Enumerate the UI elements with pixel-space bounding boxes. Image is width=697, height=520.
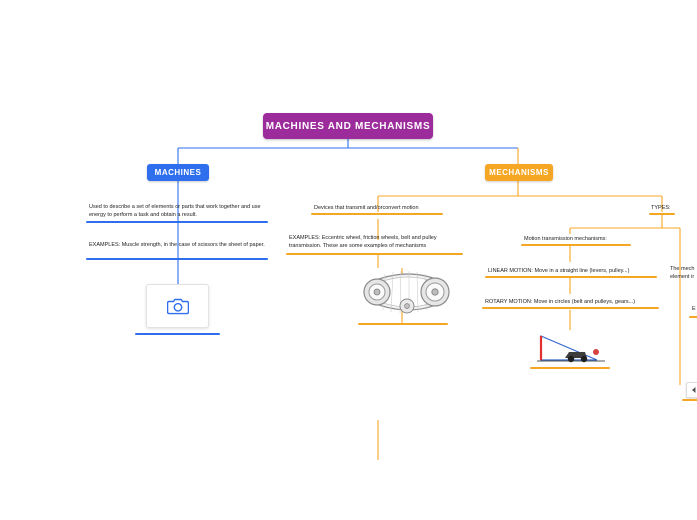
inclined-plane-illustration[interactable] [535, 330, 610, 365]
underline-inclined-plane-illustration [530, 367, 610, 369]
underline-mechanisms-types [649, 213, 675, 215]
leaf-linear-motion-text: LINEAR MOTION: Move in a straight line (levers, pulley...) [488, 268, 630, 274]
leaf-mech-right-clipped[interactable] [691, 305, 697, 316]
underline-machines-examples [86, 258, 268, 260]
root-node-label: MACHINES AND MECHANISMS [265, 120, 431, 132]
leaf-mech-element-clipped[interactable] [669, 265, 697, 285]
underline-mech-right-clipped [689, 316, 697, 318]
underline-motion-transmission [521, 244, 631, 246]
leaf-motion-transmission-text: Motion transmission mechanisms: [524, 236, 607, 242]
leaf-machines-examples[interactable] [88, 241, 266, 252]
leaf-machines-examples-text: EXAMPLES: Muscle strength, in the case of scissors the sheet of paper. [89, 242, 265, 248]
underline-collapsed-branch [682, 399, 697, 401]
leaf-mechanisms-examples[interactable] [288, 234, 463, 254]
collapse-node-button[interactable] [686, 382, 697, 398]
branch-node-machines-label: MACHINES [154, 168, 202, 177]
leaf-machines-definition[interactable] [88, 203, 266, 223]
underline-linear-motion [485, 276, 657, 278]
leaf-machines-definition-text: Used to describe a set of elements or parts that work together and use energy to perform a task and obtain a result. [89, 204, 261, 219]
underline-belt-pulley-illustration [358, 323, 448, 325]
chevron-left-icon [690, 386, 697, 394]
leaf-mechanisms-examples-text: EXAMPLES: Eccentric wheel, friction wheels, belt and pulley transmission. These are some examples of mechanisms [289, 235, 437, 250]
leaf-mech-right-clipped-text: E [692, 306, 696, 312]
root-node-machines-and-mechanisms[interactable] [263, 113, 433, 139]
underline-machines-definition [86, 221, 268, 223]
leaf-mechanisms-definition-text: Devices that transmit and/orconvert motion [314, 205, 419, 211]
branch-node-machines[interactable] [147, 164, 209, 181]
belt-and-pulley-illustration[interactable] [355, 262, 455, 322]
leaf-mechanisms-types-text: TYPES: [651, 205, 671, 211]
underline-mechanisms-definition [311, 213, 443, 215]
underline-mechanisms-examples [286, 253, 463, 255]
leaf-machines-image[interactable] [146, 284, 209, 328]
underline-rotary-motion [482, 307, 659, 309]
branch-node-mechanisms[interactable] [485, 164, 553, 181]
leaf-mech-element-clipped-text: The mech element ir [670, 266, 695, 281]
underline-machines-image [135, 333, 220, 335]
camera-icon [167, 297, 189, 315]
branch-node-mechanisms-label: MECHANISMS [489, 168, 549, 177]
leaf-rotary-motion-text: ROTARY MOTION: Move in circles (belt and pulleys, gears...) [485, 299, 636, 305]
